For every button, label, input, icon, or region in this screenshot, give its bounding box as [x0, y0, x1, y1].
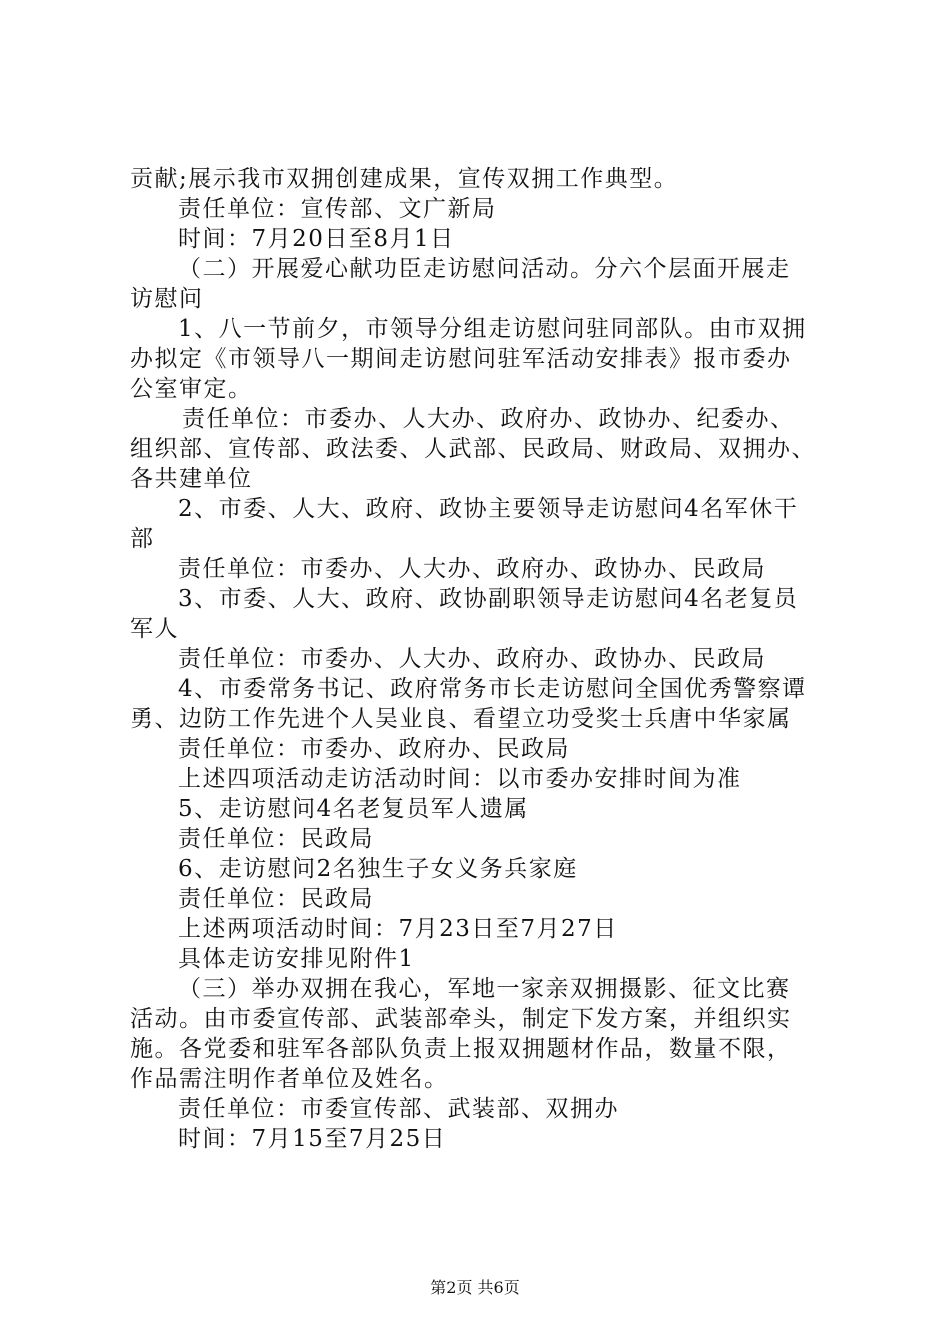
text-line: 上述四项活动走访活动时间：以市委办安排时间为准: [178, 766, 742, 792]
text-line: 各共建单位: [130, 466, 253, 492]
text-line: 访慰问: [130, 286, 204, 312]
document-body: [130, 164, 850, 1154]
text-line: 施。各党委和驻军各部队负责上报双拥题材作品，数量不限，: [130, 1036, 792, 1062]
text-line: 组织部、宣传部、政法委、人武部、民政局、财政局、双拥办、: [130, 436, 816, 462]
section-heading: （二）开展爱心献功臣走访慰问活动。分六个层面开展走: [178, 256, 791, 282]
text-line: 作品需注明作者单位及姓名。: [130, 1066, 449, 1092]
text-line: 上述两项活动时间：7月23日至7月27日: [178, 916, 618, 942]
text-line: 责任单位：市委宣传部、武装部、双拥办: [178, 1096, 619, 1122]
text-line: 公室审定。: [130, 376, 253, 402]
text-line: 具体走访安排见附件1: [178, 946, 415, 972]
text-line: 责任单位：民政局: [178, 886, 374, 912]
text-line: 责任单位：市委办、人大办、政府办、政协办、民政局: [178, 556, 766, 582]
text-line: 6、走访慰问2名独生子女义务兵家庭: [178, 856, 578, 882]
section-heading: （三）举办双拥在我心，军地一家亲双拥摄影、征文比赛: [178, 976, 791, 1002]
text-line: 时间：7月20日至8月1日: [178, 226, 455, 252]
text-line: 责任单位：市委办、政府办、民政局: [178, 736, 570, 762]
text-line: 2、市委、人大、政府、政协主要领导走访慰问4名军休干: [178, 496, 799, 522]
text-line: 责任单位：市委办、人大办、政府办、政协办、纪委办、: [182, 406, 795, 432]
text-line: 军人: [130, 616, 179, 642]
text-line: 办拟定《市领导八一期间走访慰问驻军活动安排表》报市委办: [130, 346, 792, 372]
text-line: 勇、边防工作先进个人吴业良、看望立功受奖士兵唐中华家属: [130, 706, 792, 732]
page-footer: 第2页 共6页: [430, 1278, 520, 1297]
text-line: 5、走访慰问4名老复员军人遗属: [178, 796, 529, 822]
text-line: 活动。由市委宣传部、武装部牵头，制定下发方案，并组织实: [130, 1006, 792, 1032]
text-line: 1、八一节前夕，市领导分组走访慰问驻同部队。由市双拥: [178, 316, 807, 342]
text-line: 3、市委、人大、政府、政协副职领导走访慰问4名老复员: [178, 586, 799, 612]
text-line: 4、市委常务书记、政府常务市长走访慰问全国优秀警察谭: [178, 676, 807, 702]
text-line: 贡献;展示我市双拥创建成果，宣传双拥工作典型。: [130, 166, 679, 192]
text-line: 责任单位：民政局: [178, 826, 374, 852]
text-line: 时间：7月15至7月25日: [178, 1126, 447, 1152]
text-line: 责任单位：宣传部、文广新局: [178, 196, 497, 222]
text-line: 部: [130, 526, 155, 552]
text-line: 责任单位：市委办、人大办、政府办、政协办、民政局: [178, 646, 766, 672]
